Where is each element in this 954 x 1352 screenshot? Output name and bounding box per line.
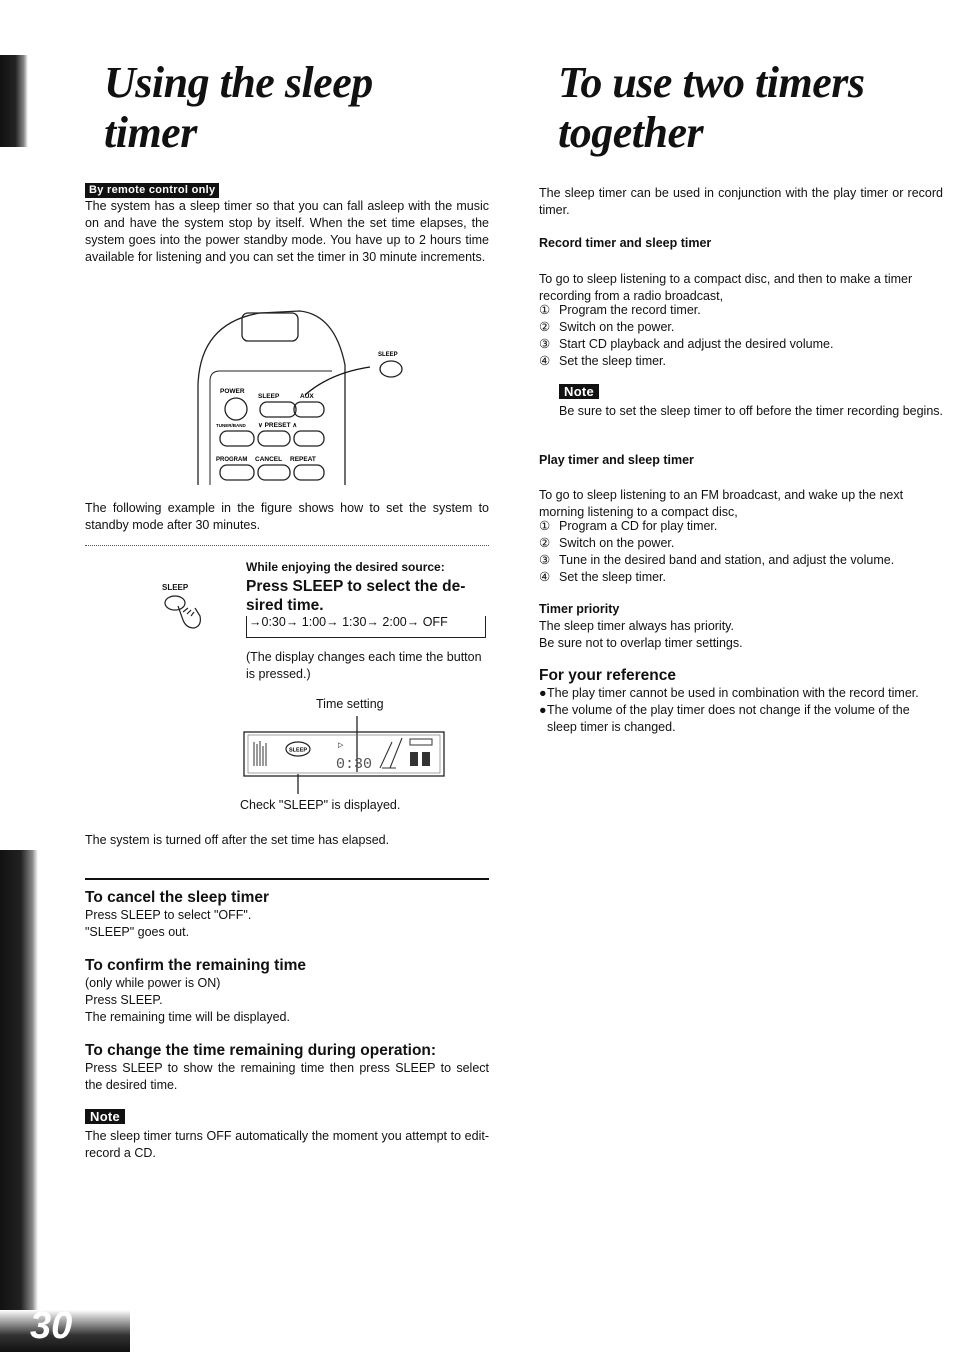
- reference-item: [539, 685, 943, 702]
- finger-press-icon: [162, 594, 204, 632]
- display-change-note: (The display changes each time the button is pressed.): [246, 650, 482, 681]
- step-text: Set the sleep timer.: [559, 570, 667, 584]
- program-button: [220, 465, 254, 480]
- change-section: [85, 1041, 489, 1094]
- record-step: [539, 353, 943, 370]
- change-heading: To change the time remaining during operation:: [85, 1042, 437, 1059]
- record-steps: [539, 302, 943, 370]
- priority-heading: Timer priority: [539, 602, 620, 616]
- preset-up-button: [294, 431, 324, 446]
- remote-label-repeat: REPEAT: [290, 456, 316, 463]
- reference-item: [539, 702, 943, 736]
- step-text: Start CD playback and adjust the desired volume.: [559, 337, 834, 351]
- remote-label-sleep-top: SLEEP: [378, 352, 398, 358]
- remote-label-program: PROGRAM: [216, 457, 248, 463]
- bottom-left-edge-mark: [0, 850, 38, 1320]
- record-step: [539, 336, 943, 353]
- repeat-button: [294, 465, 324, 480]
- reference-heading: For your reference: [539, 667, 676, 684]
- reference-item-text: The play timer cannot be used in combination with the record timer.: [547, 686, 919, 700]
- play-steps: [539, 518, 943, 586]
- sleep-time-sequence: [246, 616, 486, 638]
- right-title-line1: To use two timers: [558, 58, 865, 107]
- step-text: Switch on the power.: [559, 320, 675, 334]
- step-number: ④: [539, 354, 551, 368]
- right-title-line2: together: [558, 108, 704, 157]
- play-intro: To go to sleep listening to an FM broadcast, and wake up the next morning listening to a compact disc,: [539, 488, 904, 519]
- step-text: Tune in the desired band and station, and adjust the volume.: [559, 553, 895, 567]
- time-setting-label: Time setting: [316, 697, 384, 711]
- dotted-divider: [85, 545, 489, 546]
- power-button: [225, 398, 247, 420]
- step-number: ③: [539, 337, 551, 351]
- preset-down-button: [258, 431, 290, 446]
- cancel-line1: Press SLEEP to select "OFF".: [85, 908, 252, 922]
- step-text: Switch on the power.: [559, 536, 675, 550]
- top-left-edge-mark: [0, 55, 28, 147]
- remote-label-preset: ∨ PRESET ∧: [258, 422, 298, 429]
- play-step: [539, 552, 943, 569]
- record-step: [539, 302, 943, 319]
- bullet-icon: ●: [539, 686, 547, 700]
- right-title: [558, 58, 864, 158]
- reference-section: [539, 666, 943, 736]
- priority-section: [539, 601, 943, 652]
- step-number: ②: [539, 320, 551, 334]
- cancel-heading: To cancel the sleep timer: [85, 889, 270, 906]
- sleep-button-callout: [380, 361, 402, 377]
- svg-text:▷: ▷: [338, 742, 344, 749]
- reference-item-text: The volume of the play timer does not change if the volume of the sleep timer is changed.: [547, 703, 910, 734]
- example-text: The following example in the figure shows how to set the system to standby mode after 30 minutes.: [85, 501, 489, 532]
- step-number: ②: [539, 536, 551, 550]
- step-press-sleep: [246, 577, 496, 615]
- remote-label-sleep: SLEEP: [258, 393, 280, 400]
- step-text: Set the sleep timer.: [559, 354, 667, 368]
- confirm-line1: (only while power is ON): [85, 976, 221, 990]
- left-title-line1: Using the sleep: [104, 58, 373, 107]
- priority-line2: Be sure not to overlap timer settings.: [539, 636, 743, 650]
- step-number: ③: [539, 553, 551, 567]
- right-note-badge: Note: [559, 384, 599, 399]
- right-note-text: Be sure to set the sleep timer to off before the timer recording begins.: [559, 404, 944, 418]
- sleep-button: [260, 402, 296, 417]
- step-press-sleep-line2: sired time.: [246, 597, 324, 614]
- play-step: [539, 518, 943, 535]
- display-time-value: 0:30: [336, 756, 373, 773]
- system-turned-off: The system is turned off after the set time has elapsed.: [85, 833, 390, 847]
- step-while-enjoying: While enjoying the desired source:: [246, 560, 445, 574]
- priority-line1: The sleep timer always has priority.: [539, 619, 734, 633]
- left-title-line2: timer: [104, 108, 197, 157]
- remote-label-cancel: CANCEL: [255, 456, 283, 463]
- step-text: Program a CD for play timer.: [559, 519, 718, 533]
- record-heading: Record timer and sleep timer: [539, 236, 712, 250]
- level-meter-icon: [254, 741, 266, 766]
- section-rule: [85, 878, 489, 880]
- remote-label-power: POWER: [220, 388, 245, 395]
- cancel-section: [85, 888, 489, 941]
- left-title: [104, 58, 373, 158]
- bullet-icon: ●: [539, 703, 547, 717]
- sleep-button-icon-label: SLEEP: [162, 583, 189, 592]
- confirm-heading: To confirm the remaining time: [85, 957, 307, 974]
- aux-button: [294, 402, 324, 417]
- left-note-badge: Note: [85, 1109, 125, 1124]
- remote-label-aux: AUX: [300, 393, 314, 400]
- right-intro: The sleep timer can be used in conjunction with the play timer or record timer.: [539, 186, 943, 217]
- left-intro: The system has a sleep timer so that you can fall asleep with the music on and have the system stop by itself. When the set time elapses, the system goes into the power standby mode. You have up to 2 hours time available for listening and you can set the timer in 30 minute increments.: [85, 199, 489, 264]
- sleep-time-sequence-text: →0:30→ 1:00→ 1:30→ 2:00→ OFF: [249, 615, 451, 629]
- confirm-section: [85, 956, 489, 1026]
- play-step: [539, 569, 943, 586]
- record-intro: To go to sleep listening to a compact disc, and then to make a timer recording from a radio broadcast,: [539, 272, 913, 303]
- remote-label-tuner-band: TUNER/BAND: [216, 423, 246, 428]
- check-sleep-displayed: Check "SLEEP" is displayed.: [240, 798, 401, 812]
- change-text: Press SLEEP to show the remaining time then press SLEEP to select the desired time.: [85, 1061, 489, 1092]
- display-sleep-badge: SLEEP: [289, 747, 308, 754]
- confirm-line2: Press SLEEP.: [85, 993, 163, 1007]
- remote-only-badge: By remote control only: [85, 183, 219, 198]
- step-number: ①: [539, 519, 551, 533]
- play-step: [539, 535, 943, 552]
- step-number: ④: [539, 570, 551, 584]
- cancel-button: [258, 465, 290, 480]
- confirm-line3: The remaining time will be displayed.: [85, 1010, 290, 1024]
- left-note-text: The sleep timer turns OFF automatically the moment you attempt to edit-record a CD.: [85, 1129, 489, 1160]
- play-heading: Play timer and sleep timer: [539, 453, 694, 467]
- step-press-sleep-line1: Press SLEEP to select the de-: [246, 578, 466, 595]
- step-number: ①: [539, 303, 551, 317]
- remote-control-illustration: [190, 305, 420, 485]
- tuner-band-button: [220, 431, 254, 446]
- display-panel-illustration: [240, 714, 450, 796]
- step-text: Program the record timer.: [559, 303, 701, 317]
- record-step: [539, 319, 943, 336]
- page-number: 30: [30, 1305, 73, 1347]
- cancel-line2: "SLEEP" goes out.: [85, 925, 190, 939]
